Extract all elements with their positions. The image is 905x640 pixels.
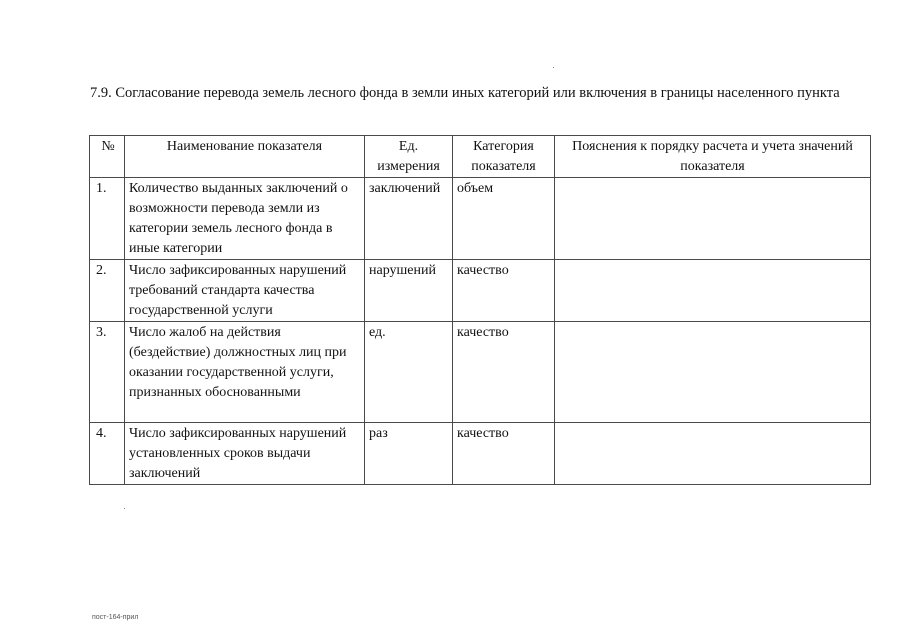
row-num: 2. — [90, 260, 125, 322]
row-category: качество — [453, 322, 555, 423]
header-category: Категория показателя — [453, 136, 555, 178]
row-unit: заключений — [365, 178, 453, 260]
table-header-row — [90, 136, 871, 178]
row-name: Количество выданных заключений о возможности перевода земли из категории земель лесного фонда в иные категории — [125, 178, 365, 260]
footer-file-code: пост-164-прил — [92, 614, 139, 621]
row-num: 4. — [90, 423, 125, 485]
row-num: 1. — [90, 178, 125, 260]
row-notes — [555, 260, 871, 322]
row-name: Число жалоб на действия (бездействие) должностных лиц при оказании государственной услуги, признанных обоснованными — [125, 322, 365, 423]
row-notes — [555, 423, 871, 485]
row-notes — [555, 178, 871, 260]
row-unit: ед. — [365, 322, 453, 423]
table-row — [90, 322, 871, 423]
indicators-table — [89, 135, 871, 485]
row-name: Число зафиксированных нарушений требований стандарта качества государственной услуги — [125, 260, 365, 322]
row-category: качество — [453, 423, 555, 485]
header-notes: Пояснения к порядку расчета и учета значений показателя — [555, 136, 871, 178]
scan-speck — [553, 67, 554, 68]
row-category: качество — [453, 260, 555, 322]
row-unit: нарушений — [365, 260, 453, 322]
scan-speck — [124, 508, 125, 509]
row-category: объем — [453, 178, 555, 260]
header-unit: Ед. измерения — [365, 136, 453, 178]
table-row — [90, 423, 871, 485]
header-num: № — [90, 136, 125, 178]
row-notes — [555, 322, 871, 423]
row-unit: раз — [365, 423, 453, 485]
row-name: Число зафиксированных нарушений установленных сроков выдачи заключений — [125, 423, 365, 485]
section-title: 7.9. Согласование перевода земель лесного фонда в земли иных категорий или включения в границы населенного пункта — [90, 85, 840, 101]
row-num: 3. — [90, 322, 125, 423]
table-row — [90, 178, 871, 260]
header-name: Наименование показателя — [125, 136, 365, 178]
table-row — [90, 260, 871, 322]
